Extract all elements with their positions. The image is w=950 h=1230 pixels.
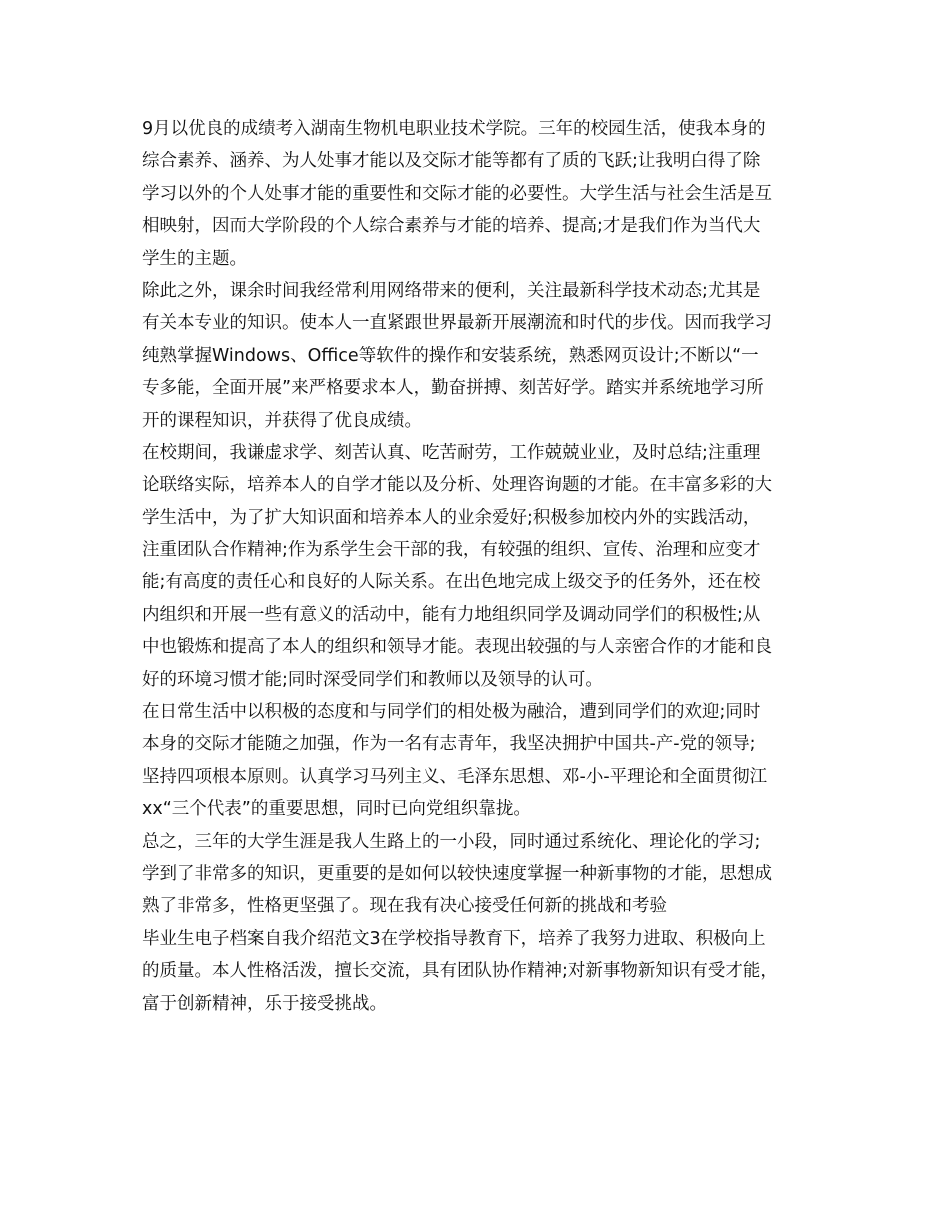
text-line: 有关本专业的知识。使本人一直紧跟世界最新开展潮流和时代的步伐。因而我学习 <box>142 313 772 334</box>
text-line: 能;有高度的责任心和良好的人际关系。在出色地完成上级交予的任务外，还在校 <box>142 572 761 593</box>
text-line: 学习以外的个人处事才能的重要性和交际才能的必要性。大学生活与社会生活是互 <box>142 183 772 204</box>
text-line: 相映射，因而大学阶段的个人综合素养与才能的培养、提高;才是我们作为当代大 <box>142 216 761 237</box>
text-line: 9月以优良的成绩考入湖南生物机电职业技术学院。三年的校园生活，使我本身的 <box>142 119 766 139</box>
text-line: 注重团队合作精神;作为系学生会干部的我，有较强的组织、宣传、治理和应变才 <box>142 540 761 561</box>
text-line: 学生的主题。 <box>142 248 247 269</box>
text-line: 毕业生电子档案自我介绍范文3在学校指导教育下，培养了我努力进取、积极向上 <box>142 928 766 949</box>
text-line: 学生活中，为了扩大知识面和培养本人的业余爱好;积极参加校内外的实践活动， <box>142 507 761 528</box>
text-line: 总之，三年的大学生涯是我人生路上的一小段，同时通过系统化、理论化的学习; <box>142 831 761 852</box>
text-line: 本身的交际才能随之加强，作为一名有志青年，我坚决拥护中国共-产-党的领导; <box>142 734 756 755</box>
text-line: 的质量。本人性格活泼，擅长交流，具有团队协作精神;对新事物新知识有受才能， <box>142 961 778 982</box>
text-line: 在日常生活中以积极的态度和与同学们的相处极为融洽，遭到同学们的欢迎;同时 <box>142 702 761 723</box>
document-body <box>142 113 812 1020</box>
text-line: 中也锻炼和提高了本人的组织和领导才能。表现出较强的与人亲密合作的才能和良 <box>142 637 772 658</box>
text-line: 熟了非常多，性格更坚强了。现在我有决心接受任何新的挑战和考验 <box>142 896 667 917</box>
text-line: 除此之外，课余时间我经常利用网络带来的便利，关注最新科学技术动态;尤其是 <box>142 280 761 301</box>
text-line: 专多能，全面开展”来严格要求本人，勤奋拼搏、刻苦好学。踏实并系统地学习所 <box>142 378 764 399</box>
text-line: 内组织和开展一些有意义的活动中，能有力地组织同学及调动同学们的积极性;从 <box>142 604 761 625</box>
text-line: 纯熟掌握Windows、Office等软件的操作和安装系统，熟悉网页设计;不断以“一 <box>142 345 759 366</box>
text-line: 坚持四项根本原则。认真学习马列主义、毛泽东思想、邓-小-平理论和全面贯彻江 <box>142 766 768 787</box>
text-line: xx“三个代表”的重要思想，同时已向党组织靠拢。 <box>142 799 531 820</box>
text-line: 好的环境习惯才能;同时深受同学们和教师以及领导的认可。 <box>142 669 603 690</box>
text-line: 富于创新精神，乐于接受挑战。 <box>142 993 387 1014</box>
text-line: 论联络实际，培养本人的自学才能以及分析、处理咨询题的才能。在丰富多彩的大 <box>142 475 772 496</box>
text-line: 学到了非常多的知识，更重要的是如何以较快速度掌握一种新事物的才能，思想成 <box>142 863 772 884</box>
text-line: 在校期间，我谦虚求学、刻苦认真、吃苦耐劳，工作兢兢业业，及时总结;注重理 <box>142 442 761 463</box>
text-line: 综合素养、涵养、为人处事才能以及交际才能等都有了质的飞跃;让我明白得了除 <box>142 151 761 172</box>
text-line: 开的课程知识，并获得了优良成绩。 <box>142 410 422 431</box>
